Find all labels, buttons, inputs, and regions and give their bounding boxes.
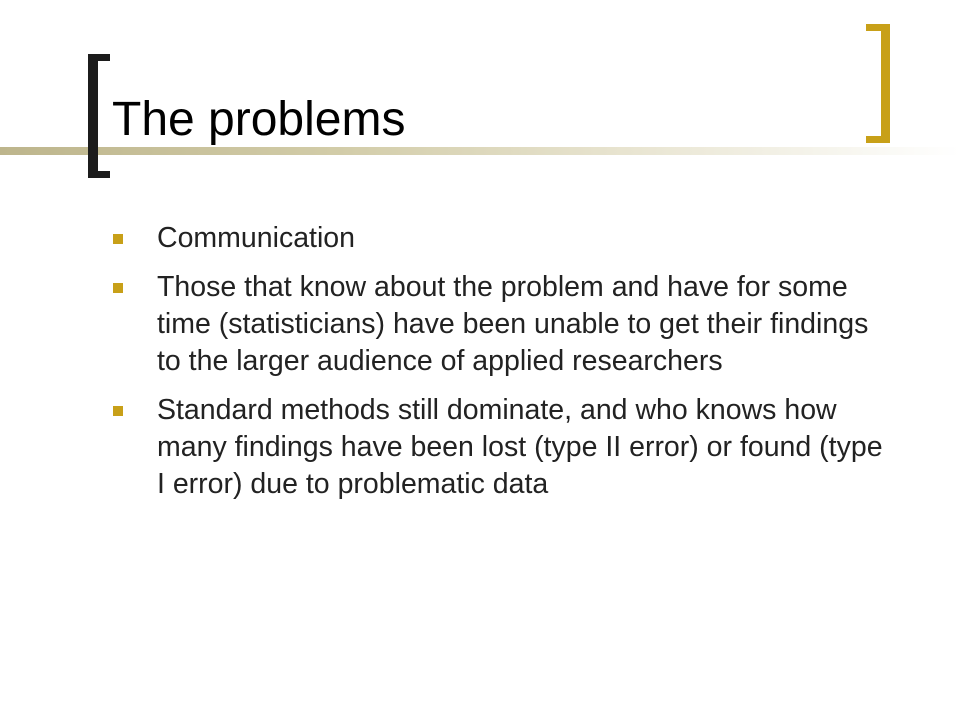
square-bullet-icon [113,234,123,244]
bullet-text: Those that know about the problem and have for some time (statisticians) have been unable to get their findings to the larger audience of applied researchers [157,271,869,377]
square-bullet-icon [113,283,123,293]
title-divider-line [0,147,960,155]
slide-title: The problems [112,93,406,146]
bullet-text: Standard methods still dominate, and who knows how many findings have been lost (type II error) or found (type I error) due to problematic data [157,394,883,500]
bullet-text: Communication [157,222,355,254]
bullet-item [113,220,893,257]
right-bracket-decoration [866,24,890,143]
bullet-list [113,220,893,515]
left-bracket-decoration [88,54,110,178]
bullet-item [113,269,893,380]
square-bullet-icon [113,406,123,416]
bullet-item [113,392,893,503]
